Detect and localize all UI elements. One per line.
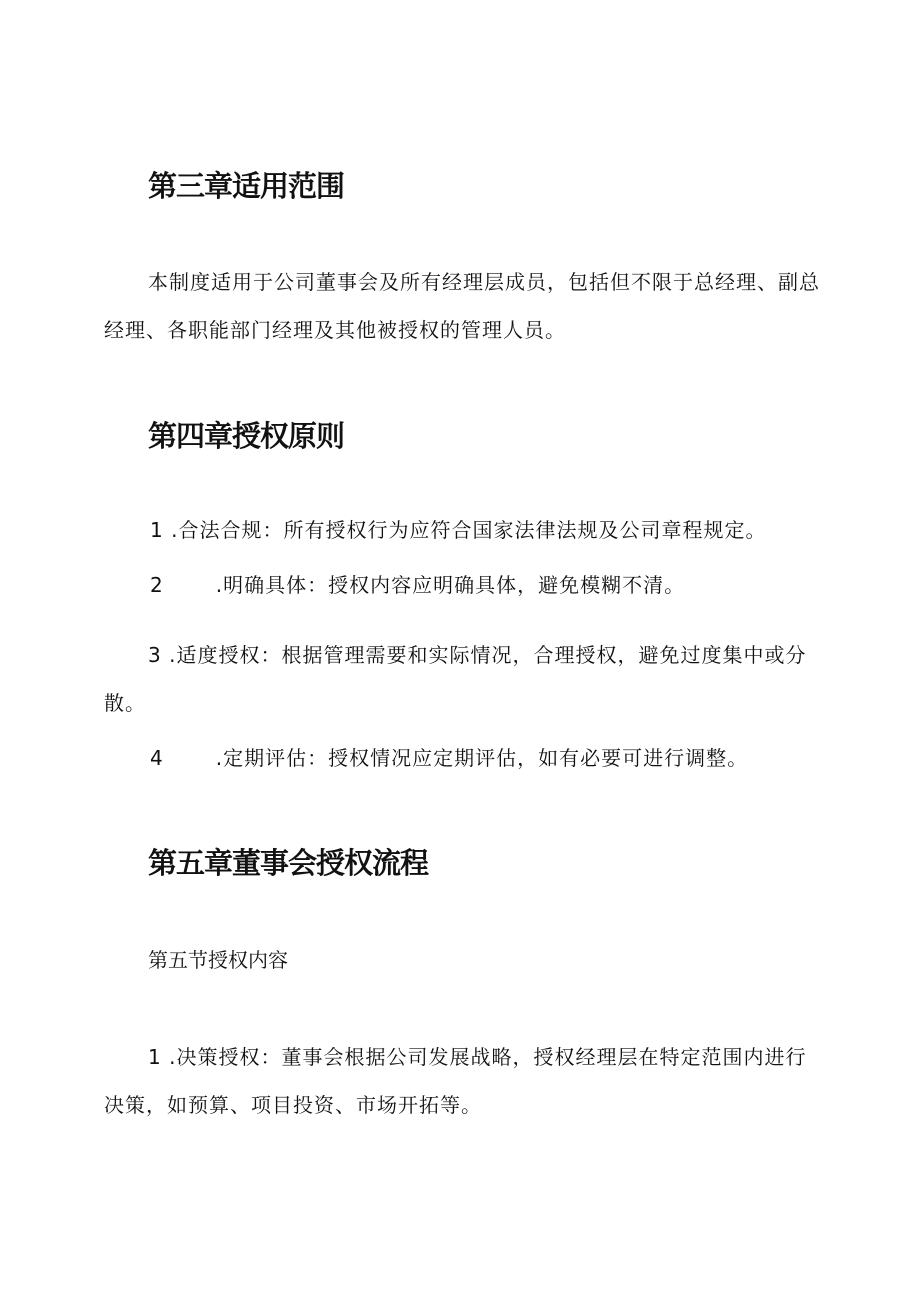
item-text: .决策授权：董事会根据公司发展战略，授权经理层在特定范围内进行决策，如预算、项目投资、市场开拓等。 bbox=[104, 1045, 807, 1117]
chapter5-section-title: 第五节授权内容 bbox=[148, 948, 288, 972]
item-text: .定期评估：授权情况应定期评估，如有必要可进行调整。 bbox=[215, 746, 749, 770]
item-number: 1 bbox=[150, 518, 164, 542]
item-number: 3 bbox=[148, 643, 162, 667]
chapter3-title: 第三章适用范围 bbox=[148, 169, 345, 203]
item-number: 2 bbox=[150, 573, 164, 597]
item-number: 1 bbox=[148, 1045, 162, 1069]
chapter5-item-1 bbox=[104, 1033, 820, 1129]
item-number: 4 bbox=[150, 746, 164, 770]
item-text: .合法合规：所有授权行为应符合国家法律法规及公司章程规定。 bbox=[171, 518, 767, 542]
chapter3-body: 本制度适用于公司董事会及所有经理层成员，包括但不限于总经理、副总经理、各职能部门经理及其他被授权的管理人员。 bbox=[104, 270, 820, 342]
item-text: .明确具体：授权内容应明确具体，避免模糊不清。 bbox=[215, 573, 686, 597]
item-text: .适度授权：根据管理需要和实际情况，合理授权，避免过度集中或分散。 bbox=[104, 643, 807, 715]
chapter5-title: 第五章董事会授权流程 bbox=[148, 846, 429, 880]
chapter4-item-3 bbox=[104, 631, 820, 727]
chapter4-title: 第四章授权原则 bbox=[148, 419, 345, 453]
chapter4-item-4 bbox=[150, 744, 748, 772]
chapter4-item-2 bbox=[150, 571, 685, 599]
chapter4-item-1 bbox=[150, 516, 766, 544]
